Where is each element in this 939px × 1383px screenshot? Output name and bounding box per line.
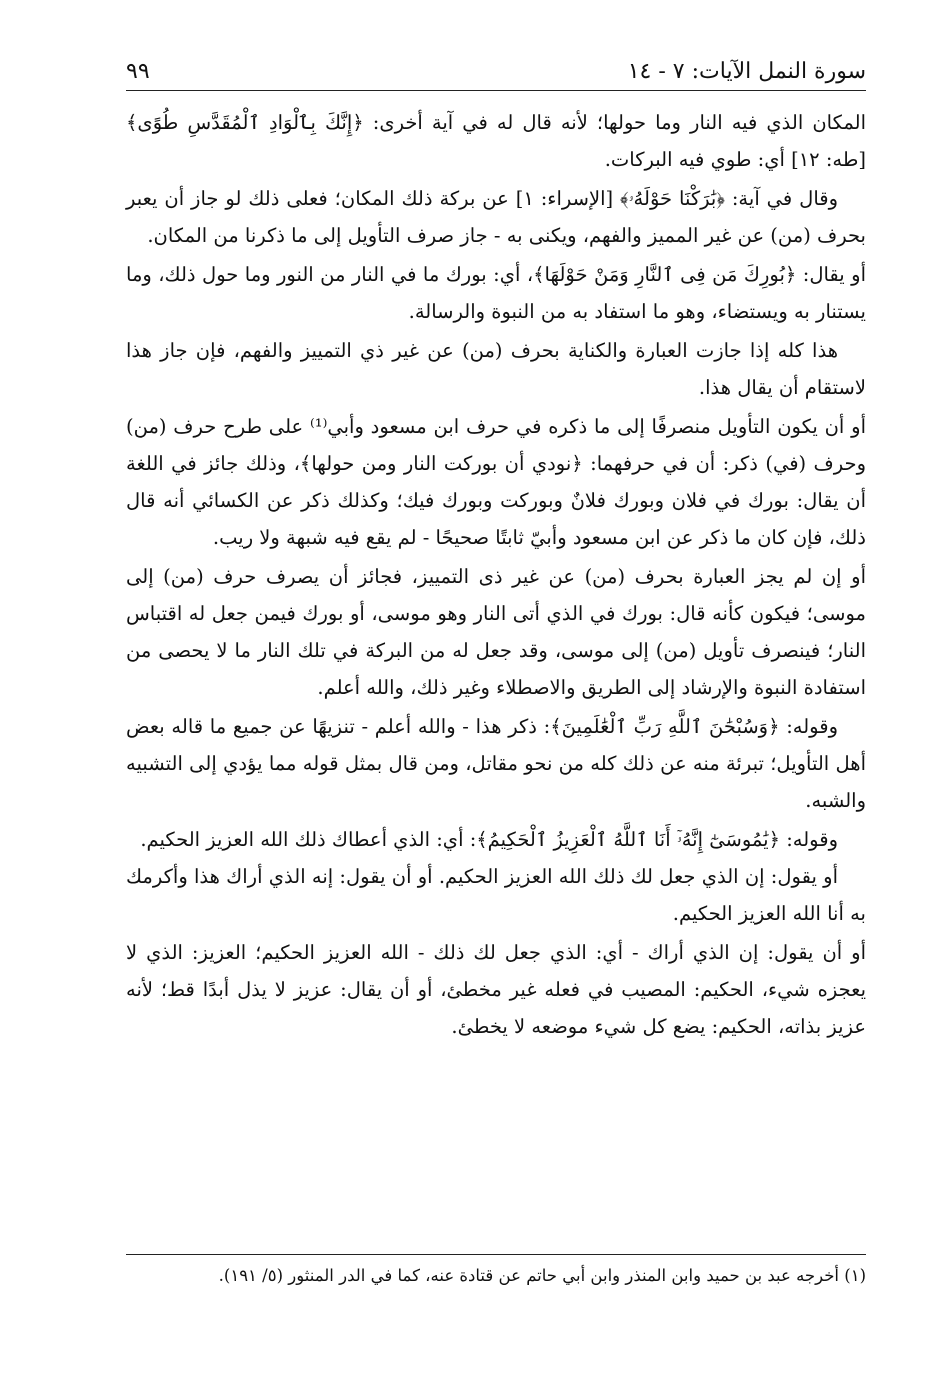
footnote: (١) أخرجه عبد بن حميد وابن المنذر وابن أبي حاتم عن قتادة عنه، كما في الدر المنثور (٥/ ١٩١). [218,1266,866,1285]
footnote-divider [126,1254,866,1255]
paragraph: أو يقول: إن الذي جعل لك ذلك الله العزيز الحكيم. أو أن يقول: إنه الذي أراك هذا وأكرمك به أنا الله العزيز الحكيم. [126,865,866,925]
paragraph: أو يقال: ﴿بُورِكَ مَن فِى ٱلنَّارِ وَمَنْ حَوْلَهَا﴾، أي: بورك ما في النار من النور وما حول ذلك، وما يستنار به ويستضاء، وهو ما استفاد به من النبوة والرسالة. [126,263,866,323]
paragraph: وقوله: ﴿وَسُبْحَٰنَ ٱللَّهِ رَبِّ ٱلْعَٰلَمِينَ﴾: ذكر هذا - والله أعلم - تنزيهًا عن جميع ما قاله بعض أهل التأويل؛ تبرئة منه عن ذلك كله من نحو مقاتل، ومن قال بمثل قوله مما يؤدي إلى التشبيه والشبه. [126,715,866,812]
page-header [126,50,866,91]
running-title: سورة النمل الآيات: ٧ - ١٤ [627,59,866,84]
paragraph: أو أن يكون التأويل منصرفًا إلى ما ذكره في حرف ابن مسعود وأبي⁽¹⁾ على طرح حرف (من) وحرف (في) ذكر: أن في حرفهما: ﴿نودي أن بوركت النار ومن حولها﴾، وذلك جائز في اللغة أن يقال: بورك في فلان وبورك فلانٌ وبوركت وبورك فيك؛ وكذلك ذكر عن الكسائي أنه قال ذلك، فإن كان ما ذكر عن ابن مسعود وأبيّ ثابتًا صحيحًا - لم يقع فيه شبهة ولا ريب. [126,415,866,549]
page-number: ٩٩ [126,59,150,84]
paragraph: وقال في آية: ﴿بَٰرَكْنَا حَوْلَهُۥ﴾ [الإسراء: ١] عن بركة ذلك المكان؛ فعلى ذلك لو جاز أن يعبر بحرف (من) عن غير المميز والفهم، ويكنى به - جاز صرف التأويل إلى ما ذكرنا من المكان. [126,187,866,247]
paragraph: هذا كله إذا جازت العبارة والكناية بحرف (من) عن غير ذي التمييز والفهم، فإن جاز هذا لاستقام أن يقال هذا. [126,339,866,399]
paragraph: المكان الذي فيه النار وما حولها؛ لأنه قال له في آية أخرى: ﴿إِنَّكَ بِٱلْوَادِ ٱلْمُقَدَّسِ طُوًى﴾ [طه: ١٢] أي: طوي فيه البركات. [126,111,866,171]
paragraph: أو أن يقول: إن الذي أراك - أي: الذي جعل لك ذلك - الله العزيز الحكيم؛ العزيز: الذي لا يعجزه شيء، الحكيم: المصيب في فعله غير مخطئ، أو أن يقال: عزيز لا يذل أبدًا قط؛ لأنه عزيز بذاته، الحكيم: يضع كل شيء موضعه لا يخطئ. [126,941,866,1038]
paragraph: أو إن لم يجز العبارة بحرف (من) عن غير ذى التمييز، فجائز أن يصرف حرف (من) إلى موسى؛ فيكون كأنه قال: بورك في الذي أتى النار وهو موسى، أو بورك فيمن جعل له اقتباس النار؛ فينصرف تأويل (من) إلى موسى، وقد جعل له من البركة في تلك النار ما لا يحصى من استفادة النبوة والإرشاد إلى الطريق والاصطلاء وغير ذلك، والله أعلم. [126,565,866,699]
body-text [126,104,866,1045]
footnotes [126,1262,866,1290]
paragraph: وقوله: ﴿يَٰمُوسَىٰٓ إِنَّهُۥٓ أَنَا ٱللَّهُ ٱلْعَزِيزُ ٱلْحَكِيمُ﴾: أي: الذي أعطاك ذلك الله العزيز الحكيم. [140,828,838,851]
